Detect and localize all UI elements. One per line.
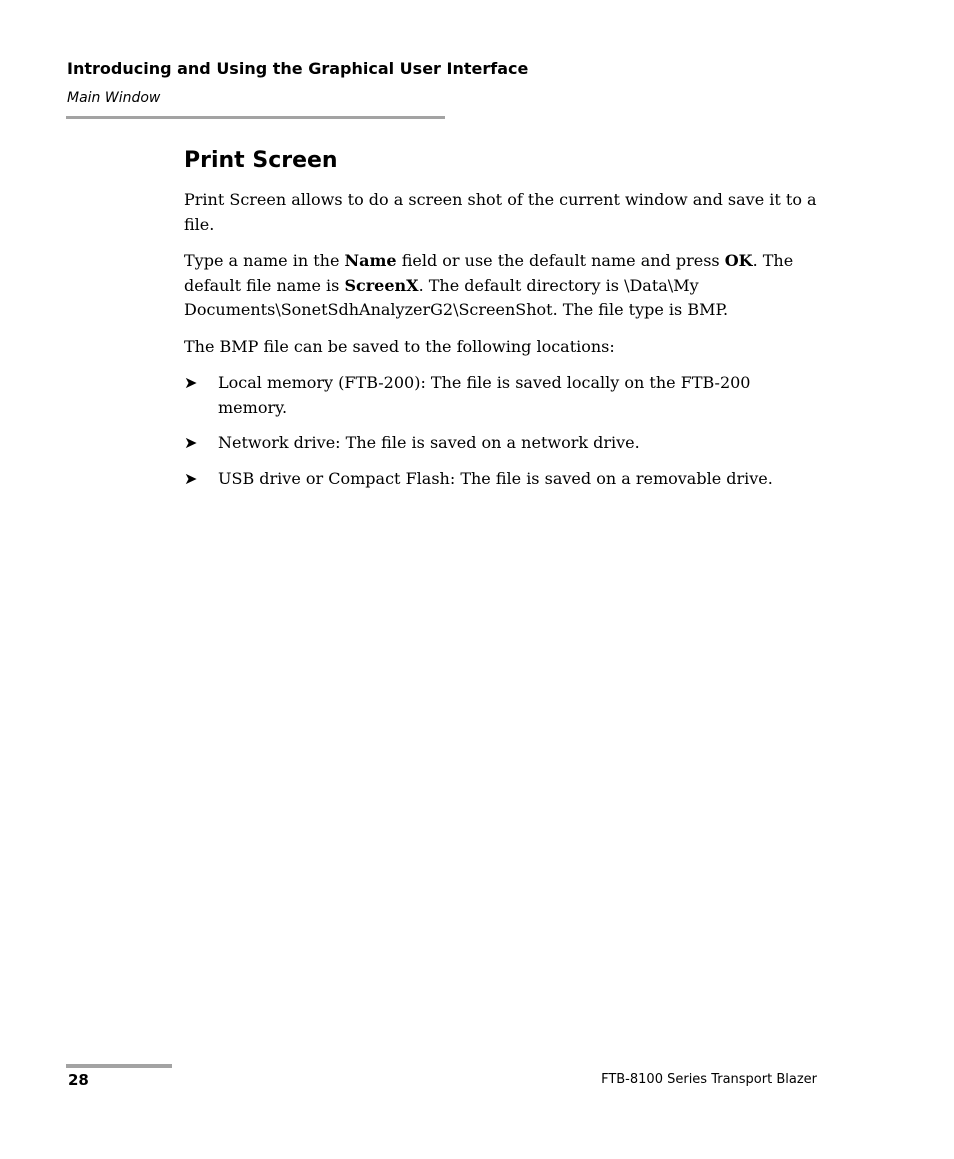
screenx-term: ScreenX	[344, 275, 419, 295]
page-number: 28	[68, 1071, 89, 1089]
arrow-bullet-icon: ➤	[184, 373, 198, 392]
list-item-text: Local memory (FTB-200): The file is saved locally on the FTB-200 memory.	[218, 373, 751, 417]
section-subtitle: Main Window	[67, 90, 161, 106]
locations-list	[184, 371, 824, 491]
instruction-text-2: field or use the default name and press	[396, 251, 725, 270]
instruction-text-4: . The default directory is \Data\My Documents\SonetSdhAnalyzerG2\ScreenShot. The file type is BMP.	[184, 275, 729, 319]
product-name: FTB-8100 Series Transport Blazer	[601, 1072, 817, 1087]
locations-intro: The BMP file can be saved to the following locations:	[184, 336, 615, 356]
arrow-bullet-icon: ➤	[184, 468, 198, 488]
instruction-text-1: Type a name in the	[184, 251, 345, 270]
chapter-title: Introducing and Using the Graphical User Interface	[67, 59, 529, 78]
ok-term: OK	[724, 251, 753, 270]
main-content	[184, 146, 824, 502]
name-field-term: Name	[344, 251, 397, 270]
footer-divider	[66, 1064, 172, 1068]
header-divider	[66, 116, 445, 119]
instruction-text-3: . The default file name is	[184, 251, 794, 295]
intro-paragraph: Print Screen allows to do a screen shot of the current window and save it to a file.	[184, 190, 817, 234]
arrow-bullet-icon: ➤	[184, 433, 198, 452]
list-item-text: Network drive: The file is saved on a network drive.	[218, 433, 640, 452]
list-item	[184, 467, 824, 492]
list-item-text: USB drive or Compact Flash: The file is saved on a removable drive.	[218, 468, 773, 488]
running-header	[67, 58, 587, 108]
list-item	[184, 431, 824, 456]
instruction-paragraph	[184, 249, 824, 323]
section-heading: Print Screen	[184, 148, 338, 173]
list-item	[184, 371, 824, 420]
